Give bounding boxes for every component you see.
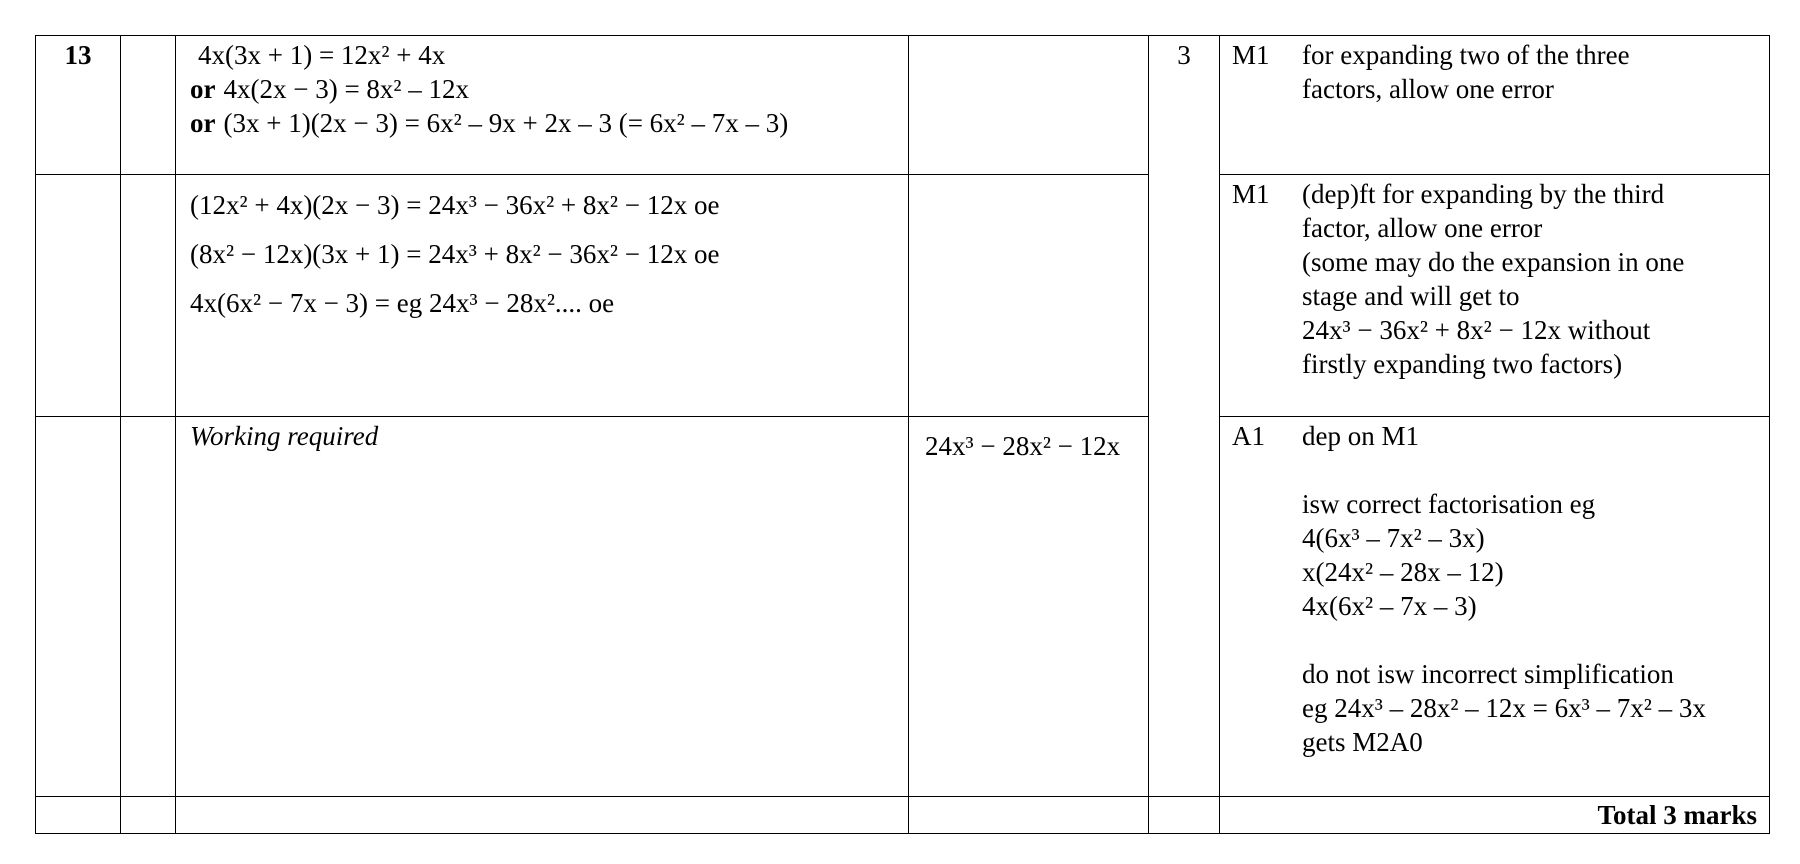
working-cell — [176, 417, 909, 797]
notes-block — [1220, 36, 1769, 106]
part-cell — [121, 175, 176, 417]
notes-cell — [1220, 175, 1770, 417]
note-line: (some may do the expansion in one — [1302, 247, 1685, 277]
empty-cell — [1149, 797, 1220, 834]
notes-cell — [1220, 417, 1770, 797]
note-line: 24x³ − 36x² + 8x² − 12x without — [1302, 315, 1651, 345]
notes-block — [1220, 417, 1769, 759]
working-expression: (3x + 1)(2x − 3) = 6x² – 9x + 2x – 3 (= 6x² – 7x – 3) — [223, 108, 789, 138]
total-row — [36, 797, 1770, 834]
answer-cell — [909, 175, 1149, 417]
table-row — [36, 175, 1770, 417]
note-line: dep on M1 — [1302, 421, 1419, 451]
working-expression: 4x(2x − 3) = 8x² – 12x — [223, 74, 470, 104]
working-cell — [176, 36, 909, 175]
mark-code: A1 — [1232, 421, 1265, 451]
empty-cell — [176, 797, 909, 834]
part-cell — [121, 36, 176, 175]
empty-cell — [36, 797, 121, 834]
notes-cell — [1220, 36, 1770, 175]
note-line: do not isw incorrect simplification — [1302, 659, 1674, 689]
working-line: (8x² − 12x)(3x + 1) = 24x³ + 8x² − 36x² − 12x oe — [190, 239, 720, 269]
working-required-text: Working required — [190, 421, 379, 451]
note-line: (dep)ft for expanding by the third — [1302, 179, 1665, 209]
note-line: factors, allow one error — [1302, 74, 1554, 104]
question-number-blank — [36, 175, 121, 417]
note-spacer — [1302, 453, 1761, 487]
guidance-notes — [1302, 177, 1761, 381]
table-row — [36, 417, 1770, 797]
note-line: eg 24x³ – 28x² – 12x = 6x³ – 7x² – 3x — [1302, 693, 1706, 723]
note-line: 4x(6x² – 7x – 3) — [1302, 591, 1477, 621]
question-number: 13 — [36, 36, 121, 175]
mark-code: M1 — [1232, 40, 1270, 70]
guidance-notes — [1302, 38, 1761, 106]
answer-cell: 24x³ − 28x² − 12x — [909, 417, 1149, 797]
note-line: 4(6x³ – 7x² – 3x) — [1302, 523, 1485, 553]
mark-scheme-table — [35, 35, 1770, 834]
note-spacer — [1302, 623, 1761, 657]
working-expression: 4x(3x + 1) = 12x² + 4x — [198, 40, 446, 70]
working-prefix: or — [190, 108, 216, 138]
answer-cell — [909, 36, 1149, 175]
note-line: isw correct factorisation eg — [1302, 489, 1596, 519]
empty-cell — [121, 797, 176, 834]
empty-cell — [909, 797, 1149, 834]
working-line — [190, 106, 898, 140]
note-line: for expanding two of the three — [1302, 40, 1630, 70]
question-number-blank — [36, 417, 121, 797]
note-line: factor, allow one error — [1302, 213, 1543, 243]
note-line: firstly expanding two factors) — [1302, 349, 1623, 379]
marks-available: 3 — [1149, 36, 1220, 797]
notes-block — [1220, 175, 1769, 381]
table-row — [36, 36, 1770, 175]
total-marks: Total 3 marks — [1220, 797, 1770, 834]
working-line — [190, 38, 898, 72]
working-cell — [176, 175, 909, 417]
mark-code: M1 — [1232, 179, 1270, 209]
working-line: (12x² + 4x)(2x − 3) = 24x³ − 36x² + 8x² − 12x oe — [190, 190, 720, 220]
working-prefix: or — [190, 74, 216, 104]
working-line — [190, 72, 898, 106]
part-cell — [121, 417, 176, 797]
working-line: 4x(6x² − 7x − 3) = eg 24x³ − 28x².... oe — [190, 288, 615, 318]
note-line: x(24x² – 28x – 12) — [1302, 557, 1504, 587]
note-line: gets M2A0 — [1302, 727, 1423, 757]
guidance-notes — [1302, 419, 1761, 759]
note-line: stage and will get to — [1302, 281, 1520, 311]
